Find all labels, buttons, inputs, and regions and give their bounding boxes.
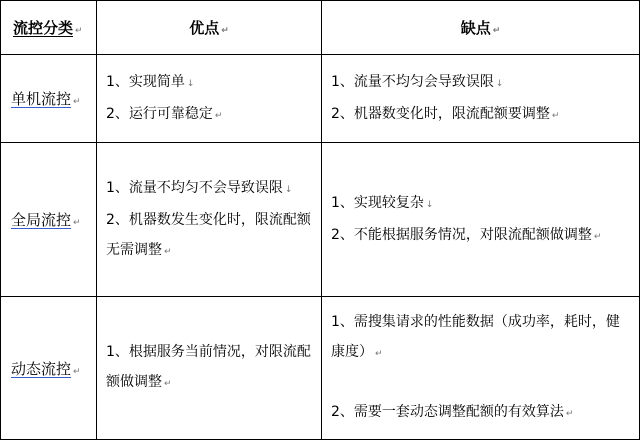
cons-item: 2、不能根据服务情况，对限流配额做调整 ↵ [331, 226, 602, 243]
header-cons: 缺点 ↵ [322, 1, 640, 55]
category-cell: 动态流控 ↵ [1, 297, 97, 440]
category-label: 动态流控 [11, 359, 72, 378]
header-row [1, 1, 640, 55]
cons-cell [322, 55, 640, 143]
pros-item: 1、根据服务当前情况，对限流配额做调整 ↵ [106, 344, 311, 390]
category-cell: 单机流控 ↵ [1, 55, 97, 143]
cons-item: 2、需要一套动态调整配额的有效算法 ↵ [331, 404, 574, 420]
cons-cell [322, 297, 640, 440]
header-category-label: 流控分类 [13, 19, 74, 37]
category-cell: 全局流控 ↵ [1, 143, 97, 297]
pros-cell [97, 297, 322, 440]
category-label: 全局流控 [11, 211, 72, 229]
table-row [1, 55, 640, 143]
table-row [1, 297, 640, 440]
table-row [1, 143, 640, 297]
pros-item: 2、机器数发生变化时，限流配额无需调整 ↵ [106, 211, 311, 258]
pros-cell [97, 55, 322, 143]
cons-cell [322, 143, 640, 297]
header-pros: 优点 ↵ [97, 1, 322, 55]
cons-item: 1、流量不均匀会导致误限 ↓ [331, 73, 504, 90]
header-category: 流控分类 ↵ [1, 1, 97, 55]
header-pros-label: 优点 [189, 19, 220, 37]
header-cons-label: 缺点 [460, 19, 491, 37]
pros-item: 1、流量不均匀不会导致误限 ↓ [106, 179, 293, 196]
pros-item: 1、实现简单 ↓ [106, 73, 195, 90]
cons-item: 2、机器数变化时，限流配额要调整 ↵ [331, 105, 560, 122]
pros-cell [97, 143, 322, 297]
pros-item: 2、运行可靠稳定 ↵ [106, 105, 223, 122]
cons-item: 1、实现较复杂 ↓ [331, 194, 434, 211]
category-label: 单机流控 [11, 90, 72, 108]
cons-item: 1、需搜集请求的性能数据（成功率，耗时，健康度） ↵ [331, 314, 620, 360]
